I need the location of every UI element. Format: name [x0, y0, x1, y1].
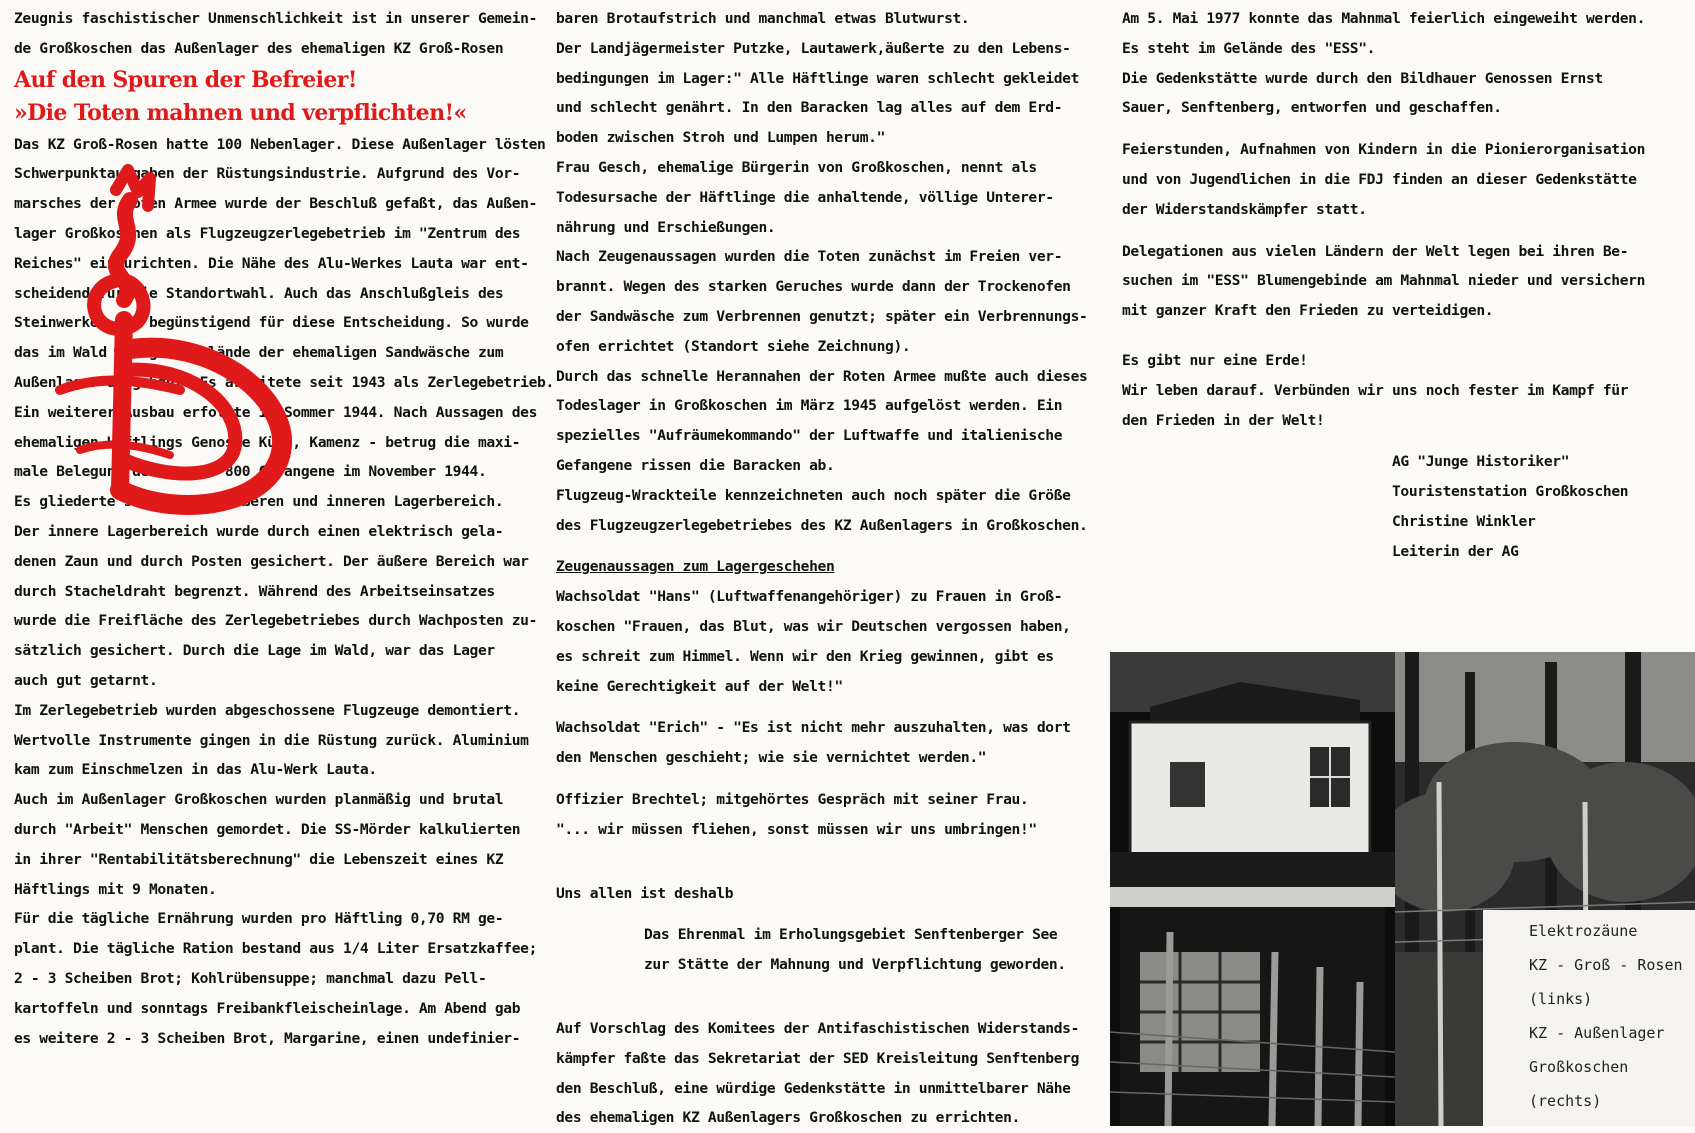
- text-line: durch "Arbeit" Menschen gemordet. Die SS-Mörder kalkulierten: [14, 820, 521, 838]
- text-line: kämpfer faßte das Sekretariat der SED Kreisleitung Senftenberg: [556, 1049, 1080, 1067]
- watchtower-image-icon: [1110, 652, 1395, 1126]
- text-line: zur Stätte der Mahnung und Verpflichtung geworden.: [644, 956, 1066, 974]
- text-line: wurde die Freifläche des Zerlegebetriebes durch Wachposten zu-: [14, 612, 538, 630]
- text-line: und schlecht genährt. In den Baracken lag alles auf dem Erd-: [556, 99, 1063, 117]
- text-line: spezielles "Aufräumekommando" der Luftwaffe und italienische: [556, 427, 1063, 445]
- title-line-2: »Die Toten mahnen und verpflichten!«: [14, 99, 467, 126]
- page-title: [14, 64, 534, 130]
- paragraph: [556, 785, 1101, 845]
- text-line: den Frieden in der Welt!: [1122, 411, 1325, 429]
- text-line: Am 5. Mai 1977 konnte das Mahnmal feierlich eingeweiht werden.: [1122, 10, 1646, 27]
- text-line: male Belegung des Lagers 800 Gefangene im November 1944.: [14, 463, 487, 481]
- text-line: Wir leben darauf. Verbünden wir uns noch fester im Kampf für: [1122, 381, 1629, 399]
- text-line: Es steht im Gelände des "ESS".: [1122, 39, 1376, 57]
- text-line: Nach Zeugenaussagen wurden die Toten zunächst im Freien ver-: [556, 248, 1063, 266]
- caption-line: KZ - Groß - Rosen: [1529, 956, 1683, 974]
- text-line: mit ganzer Kraft den Frieden zu verteidigen.: [1122, 302, 1494, 320]
- paragraph: [556, 713, 1101, 773]
- body-text: [14, 130, 554, 1054]
- column-middle: [556, 0, 1101, 1133]
- text-line: der Sandwäsche zum Verbrennen genutzt; später ein Verbrennungs-: [556, 307, 1088, 325]
- caption-line: Großkoschen: [1529, 1058, 1629, 1076]
- text-line: Durch das schnelle Herannahen der Roten Armee mußte auch dieses: [556, 367, 1088, 385]
- text-line: Schwerpunktaufgaben der Rüstungsindustrie. Aufgrund des Vor-: [14, 165, 521, 183]
- photo-caption: [1483, 910, 1695, 1126]
- paragraph: [1122, 346, 1682, 435]
- text-line: Für die tägliche Ernährung wurden pro Häftling 0,70 RM ge-: [14, 910, 504, 928]
- text-line: Wachsoldat "Erich" - "Es ist nicht mehr auszuhalten, was dort: [556, 719, 1071, 737]
- text-line: Steinwerkes war begünstigend für diese Entscheidung. So wurde: [14, 314, 529, 332]
- caption-line: (links): [1529, 990, 1593, 1008]
- text-line: Es gliederte sich in den äußeren und inneren Lagerbereich.: [14, 493, 504, 511]
- text-line: Offizier Brechtel; mitgehörtes Gespräch mit seiner Frau.: [556, 790, 1029, 808]
- text-line: Die Gedenkstätte wurde durch den Bildhauer Genossen Ernst: [1122, 69, 1603, 87]
- text-line: scheidend für die Standortwahl. Auch das Anschlußgleis des: [14, 284, 504, 302]
- text-line: Der Landjägermeister Putzke, Lautawerk,äußerte zu den Lebens-: [556, 39, 1071, 57]
- text-line: 2 - 3 Scheiben Brot; Kohlrübensuppe; manchmal dazu Pell-: [14, 969, 487, 987]
- text-line: Uns allen ist deshalb: [556, 884, 734, 902]
- text-line: ofen errichtet (Standort siehe Zeichnung).: [556, 337, 911, 355]
- text-line: den Menschen geschieht; wie sie vernichtet werden.": [556, 749, 987, 767]
- text-line: Wertvolle Instrumente gingen in die Rüstung zurück. Aluminium: [14, 731, 529, 749]
- text-line: nährung und Erschießungen.: [556, 218, 776, 236]
- text-line: Frau Gesch, ehemalige Bürgerin von Großkoschen, nennt als: [556, 158, 1037, 176]
- text-line: kam zum Einschmelzen in das Alu-Werk Lauta.: [14, 761, 377, 779]
- text-line: ehemaligen Häftlings Genosse Kühn, Kamenz - betrug die maxi-: [14, 433, 521, 451]
- text-line: plant. Die tägliche Ration bestand aus 1/4 Liter Ersatzkaffee;: [14, 940, 538, 958]
- text-line: der Widerstandskämpfer statt.: [1122, 200, 1367, 218]
- photo-watchtower: [1110, 652, 1395, 1126]
- text-line: sätzlich gesichert. Durch die Lage im Wald, war das Lager: [14, 642, 495, 660]
- text-line: marsches der Roten Armee wurde der Beschluß gefaßt, das Außen-: [14, 195, 538, 213]
- text-line: und von Jugendlichen in die FDJ finden an dieser Gedenkstätte: [1122, 170, 1637, 188]
- text-line: Reiches" einzurichten. Die Nähe des Alu-Werkes Lauta war ent-: [14, 254, 529, 272]
- paragraph: [1122, 135, 1682, 224]
- text-line: Todeslager in Großkoschen im März 1945 aufgelöst werden. Ein: [556, 397, 1063, 415]
- paragraph: [556, 582, 1101, 701]
- text-line: kartoffeln und sonntags Freibankfleischeinlage. Am Abend gab: [14, 999, 521, 1017]
- signature-block: [1122, 447, 1682, 566]
- text-line: Im Zerlegebetrieb wurden abgeschossene Flugzeuge demontiert.: [14, 701, 521, 719]
- text-line: Delegationen aus vielen Ländern der Welt legen bei ihren Be-: [1122, 242, 1629, 260]
- paragraph: [1122, 4, 1682, 123]
- text-line: lager Großkoschen als Flugzeugzerlegebetrieb im "Zentrum des: [14, 224, 521, 242]
- paragraph: [556, 920, 1101, 980]
- text-line: Ein weiterer Ausbau erfolgte im Sommer 1944. Nach Aussagen des: [14, 403, 538, 421]
- text-line: das im Wald gelegene Gelände der ehemaligen Sandwäsche zum: [14, 344, 504, 362]
- text-line: den Beschluß, eine würdige Gedenkstätte in unmittelbarer Nähe: [556, 1079, 1071, 1097]
- text-line: durch Stacheldraht begrenzt. Während des Arbeitseinsatzes: [14, 582, 495, 600]
- signature-line: Christine Winkler: [1392, 512, 1536, 530]
- column-left: [14, 0, 554, 1053]
- text-line: Gefangene rissen die Baracken ab.: [556, 456, 835, 474]
- paragraph: [556, 1014, 1101, 1133]
- text-line: Auf Vorschlag des Komitees der Antifaschistischen Widerstands-: [556, 1019, 1080, 1037]
- text-line: denen Zaun und durch Posten gesichert. Der äußere Bereich war: [14, 552, 529, 570]
- signature-line: Leiterin der AG: [1392, 542, 1519, 560]
- title-line-1: Auf den Spuren der Befreier!: [14, 66, 357, 93]
- text-line: baren Brotaufstrich und manchmal etwas Blutwurst.: [556, 10, 970, 27]
- signature-line: Touristenstation Großkoschen: [1392, 483, 1629, 501]
- signature-line: AG "Junge Historiker": [1392, 453, 1570, 471]
- text-line: "... wir müssen fliehen, sonst müssen wir uns umbringen!": [556, 820, 1037, 838]
- caption-line: Elektrozäune: [1529, 922, 1638, 940]
- paragraph: [1122, 237, 1682, 326]
- text-line: Auch im Außenlager Großkoschen wurden planmäßig und brutal: [14, 791, 504, 809]
- text-line: Häftlings mit 9 Monaten.: [14, 880, 217, 898]
- section-heading: Zeugenaussagen zum Lagergeschehen: [556, 558, 835, 576]
- paragraph: [556, 4, 1101, 540]
- text-line: boden zwischen Stroh und Lumpen herum.": [556, 129, 886, 147]
- caption-line: KZ - Außenlager: [1529, 1024, 1665, 1042]
- text-line: Feierstunden, Aufnahmen von Kindern in die Pionierorganisation: [1122, 141, 1646, 159]
- text-line: keine Gerechtigkeit auf der Welt!": [556, 677, 843, 695]
- text-line: Außenlager ausgebaut. Es arbeitete seit 1943 als Zerlegebetrieb.: [14, 373, 554, 391]
- text-line: Das KZ Groß-Rosen hatte 100 Nebenlager. Diese Außenlager lösten: [14, 135, 546, 153]
- text-line: Flugzeug-Wrackteile kennzeichneten auch noch später die Größe: [556, 486, 1071, 504]
- text-line: Todesursache der Häftlinge die anhaltende, völlige Unterer-: [556, 188, 1054, 206]
- column-right: [1122, 0, 1682, 567]
- text-line: auch gut getarnt.: [14, 671, 158, 689]
- text-line: in ihrer "Rentabilitätsberechnung" die Lebenszeit eines KZ: [14, 850, 504, 868]
- text-line: Der innere Lagerbereich wurde durch einen elektrisch gela-: [14, 522, 504, 540]
- text-line: Sauer, Senftenberg, entworfen und geschaffen.: [1122, 99, 1502, 117]
- text-line: es schreit zum Himmel. Wenn wir den Krieg gewinnen, gibt es: [556, 647, 1054, 665]
- text-line: bedingungen im Lager:" Alle Häftlinge waren schlecht gekleidet: [556, 69, 1080, 87]
- text-line: des Flugzeugzerlegebetriebes des KZ Außenlagers in Großkoschen.: [556, 516, 1088, 534]
- intro-line: Zeugnis faschistischer Unmenschlichkeit ist in unserer Gemein-: [14, 10, 538, 27]
- text-line: Das Ehrenmal im Erholungsgebiet Senftenberger See: [644, 926, 1058, 944]
- caption-line: (rechts): [1529, 1092, 1602, 1110]
- text-line: brannt. Wegen des starken Geruches wurde dann der Trockenofen: [556, 278, 1071, 296]
- text-line: Es gibt nur eine Erde!: [1122, 351, 1308, 369]
- text-line: es weitere 2 - 3 Scheiben Brot, Margarine, einen undefinier-: [14, 1029, 521, 1047]
- text-line: suchen im "ESS" Blumengebinde am Mahnmal nieder und versichern: [1122, 272, 1646, 290]
- text-line: Wachsoldat "Hans" (Luftwaffenangehöriger) zu Frauen in Groß-: [556, 588, 1063, 606]
- text-line: des ehemaligen KZ Außenlagers Großkoschen zu errichten.: [556, 1109, 1020, 1127]
- intro-line: de Großkoschen das Außenlager des ehemaligen KZ Groß-Rosen: [14, 39, 504, 57]
- text-line: koschen "Frauen, das Blut, was wir Deutschen vergossen haben,: [556, 617, 1071, 635]
